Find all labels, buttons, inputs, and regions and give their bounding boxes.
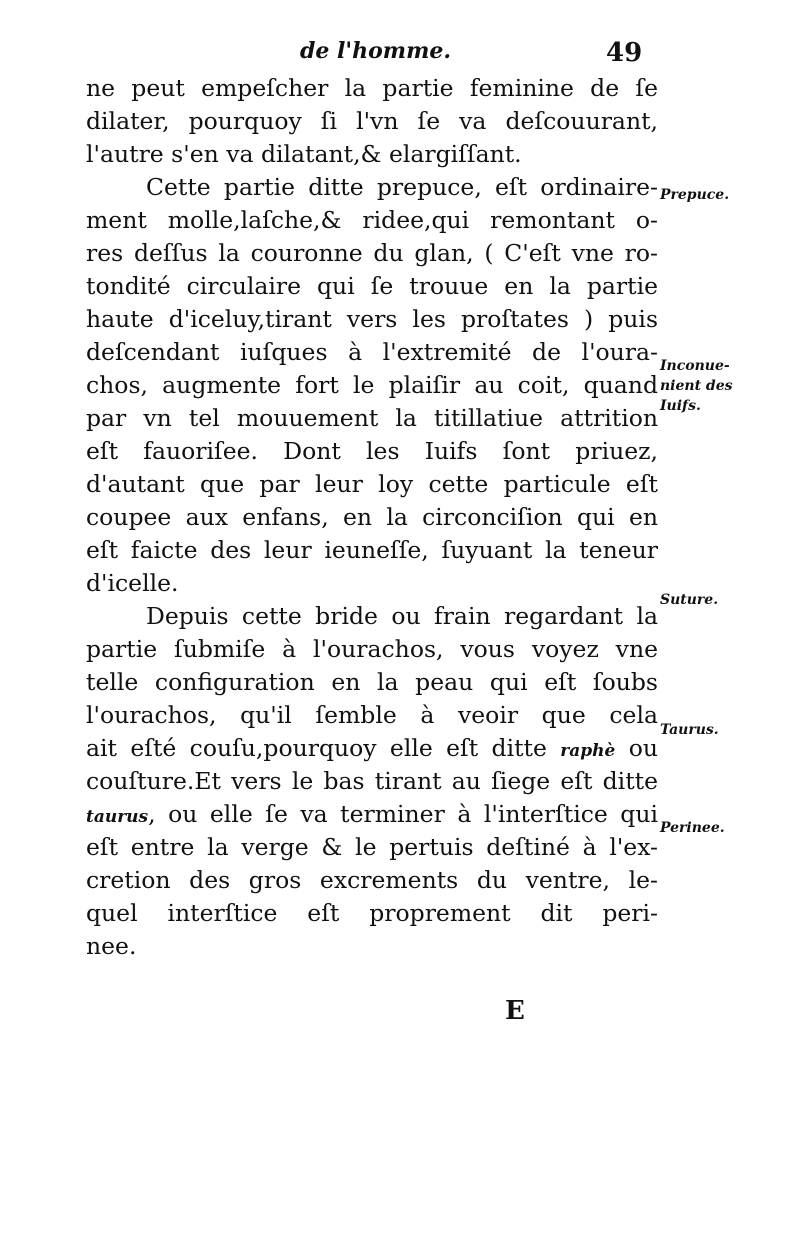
text-line: cretion des gros excrements du ventre, le-	[86, 866, 658, 894]
text-line: d'icelle.	[86, 569, 179, 597]
text-line: l'ourachos, qu'il ſemble à veoir que cela	[86, 701, 658, 729]
text-line: partie ſubmiſe à l'ourachos, vous voyez vne	[86, 635, 658, 663]
text-line	[86, 798, 658, 831]
text-line: haute d'iceluy,tirant vers les proſtates ) puis	[86, 305, 658, 333]
text-line: eſt faicte des leur ieuneſſe, ſuyuant la teneur	[86, 536, 658, 564]
text-line: telle configuration en la peau qui eſt ſoubs	[86, 668, 658, 696]
margin-note-prepuce: Prepuce.	[660, 187, 730, 203]
margin-note-taurus: Taurus.	[660, 722, 719, 738]
italic-term: taurus	[86, 807, 149, 827]
margin-note-line: nient des	[660, 378, 733, 394]
page-number: 49	[606, 38, 643, 68]
text-line: nee.	[86, 932, 137, 960]
text-line	[86, 732, 658, 765]
text-line: chos, augmente fort le plaiſir au coit, quand	[86, 371, 658, 399]
margin-note-line: Iuifs.	[660, 398, 701, 414]
text-line: Depuis cette bride ou frain regardant la	[146, 602, 658, 630]
text-line: res deſſus la couronne du glan, ( C'eſt vne ro-	[86, 239, 658, 267]
text-line: deſcendant iuſques à l'extremité de l'oura-	[86, 338, 658, 366]
text-line: dilater, pourquoy ſi l'vn ſe va deſcouurant,	[86, 107, 658, 135]
margin-note-perinee: Perinee.	[660, 820, 725, 836]
italic-term: raphè	[560, 741, 616, 761]
text-line: coupee aux enfans, en la circonciſion qui en	[86, 503, 658, 531]
text-line: ne peut empeſcher la partie feminine de ſe	[86, 74, 658, 102]
margin-note-line: Inconue-	[660, 358, 730, 374]
text-fragment: , ou elle ſe va terminer à l'interſtice qui	[148, 800, 658, 828]
text-line: l'autre s'en va dilatant,& elargiſſant.	[86, 140, 522, 168]
margin-note-inconvenient	[660, 356, 733, 416]
text-line: eſt entre la verge & le pertuis deſtiné à l'ex-	[86, 833, 658, 861]
text-line: quel interſtice eſt proprement dit peri-	[86, 899, 658, 927]
signature-mark: E	[505, 996, 525, 1026]
margin-note-suture: Suture.	[660, 592, 719, 608]
text-line: tondité circulaire qui ſe trouue en la partie	[86, 272, 658, 300]
text-line: par vn tel mouuement la titillatiue attrition	[86, 404, 658, 432]
running-head: de l'homme.	[300, 38, 452, 64]
text-line: eſt fauoriſee. Dont les Iuifs ſont priuez,	[86, 437, 658, 465]
text-line: d'autant que par leur loy cette particule eſt	[86, 470, 658, 498]
text-line: Cette partie ditte prepuce, eſt ordinaire-	[146, 173, 658, 201]
body-text	[86, 72, 658, 963]
text-line: couſture.Et vers le bas tirant au ſiege eſt ditte	[86, 767, 658, 795]
text-fragment: ait eſté couſu,pourquoy elle eſt ditte	[86, 734, 547, 762]
text-line: ment molle,laſche,& ridee,qui remontant o-	[86, 206, 658, 234]
text-fragment: ou	[628, 734, 658, 762]
